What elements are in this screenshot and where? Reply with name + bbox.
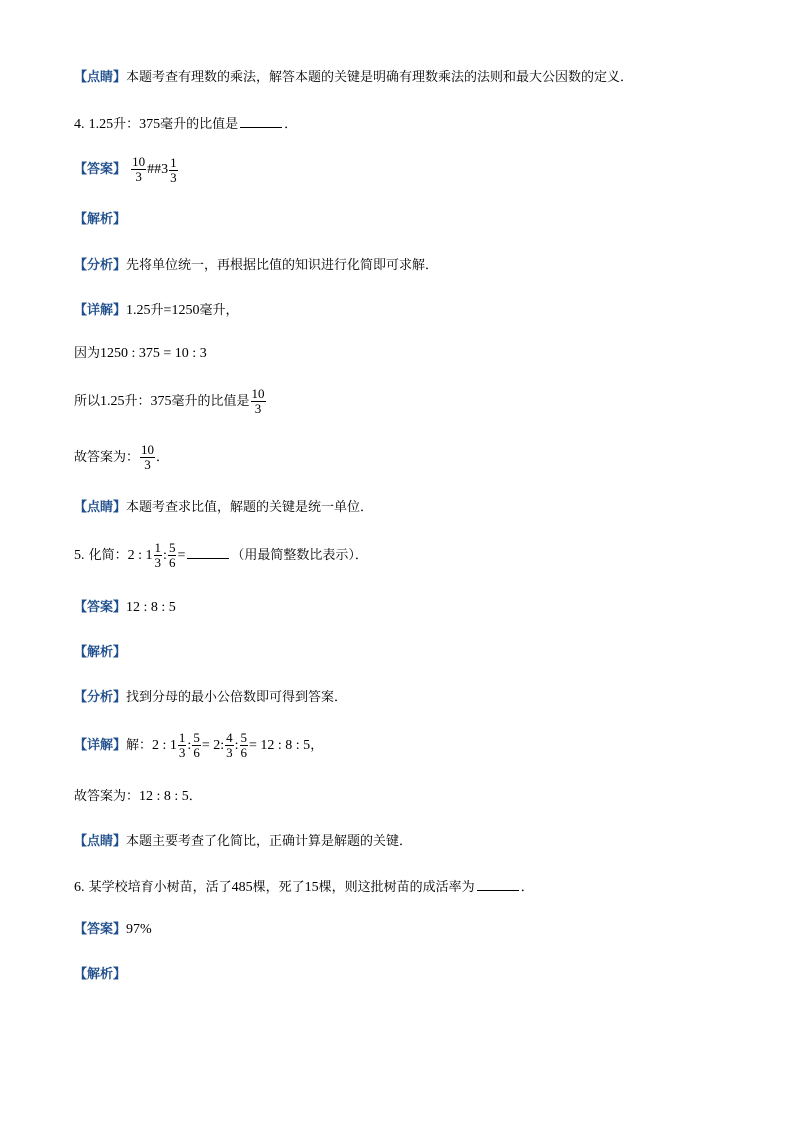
math-text: 2 : 1 (152, 738, 177, 753)
denominator: 6 (168, 555, 176, 570)
math-text: = 2: (201, 738, 225, 753)
denominator: 6 (193, 745, 200, 760)
dianjing-label: 【点睛】 (74, 500, 127, 515)
fraction (131, 155, 146, 184)
answer-label: 【答案】 (74, 922, 127, 937)
value-text: 1.25 (88, 117, 114, 132)
xiangjie-4 (74, 303, 238, 319)
text: 棵，则这批树苗的成活率为 (318, 880, 475, 895)
numerator: 1 (178, 730, 186, 745)
mixed-number (161, 152, 179, 188)
text: 因为 (74, 346, 101, 361)
question-number: 5. (74, 548, 85, 563)
fenxi-label: 【分析】 (74, 690, 127, 705)
punctuation: ． (520, 880, 534, 895)
fraction (225, 731, 234, 760)
fraction (240, 731, 249, 760)
xiangjie-5 (74, 728, 323, 764)
question-6 (74, 878, 534, 896)
answer-blank (477, 878, 519, 891)
answer-5 (74, 600, 176, 616)
numerator: 5 (168, 540, 176, 555)
answer-blank (187, 546, 229, 559)
dianjing-text: 本题主要考查了化简比，正确计算是解题的关键． (126, 834, 413, 849)
denominator: 3 (178, 745, 186, 760)
text: 故答案为： (74, 789, 140, 804)
numerator: 5 (193, 730, 200, 745)
math-text: 12 : 8 : 5 (139, 789, 189, 804)
value-text: 1.25 (100, 394, 125, 409)
answer-label: 【答案】 (74, 600, 127, 615)
math-expression: 1250 : 375 = 10 : 3 (100, 346, 207, 361)
text: 化简： (88, 548, 128, 563)
text: 棵，死了 (252, 880, 305, 895)
jiexi-label: 【解析】 (74, 645, 127, 660)
denominator: 3 (226, 745, 233, 760)
text: 毫升的比值是 (171, 394, 250, 409)
fenxi-label: 【分析】 (74, 258, 127, 273)
text: 所以 (74, 394, 101, 409)
punctuation: ， (310, 738, 324, 753)
jiexi-6 (74, 967, 126, 983)
punctuation: ． (156, 450, 170, 465)
xiangjie-label: 【详解】 (74, 303, 127, 318)
text: （用最简整数比表示）． (231, 548, 368, 563)
question-number: 4. (74, 117, 85, 132)
numerator: 5 (240, 730, 247, 745)
yinwei-4 (74, 346, 207, 362)
value-text: 485 (231, 880, 253, 895)
answer-4 (74, 152, 179, 188)
numerator: 10 (141, 442, 155, 457)
value-text: 1250 (171, 303, 200, 318)
value-text: 375 (139, 117, 161, 132)
fenxi-5 (74, 690, 347, 706)
dianjing-text: 本题考查求比值，解题的关键是统一单位． (126, 500, 374, 515)
answer-blank (240, 115, 282, 128)
question-text: 毫升的比值是 (160, 117, 239, 132)
fraction (251, 387, 266, 416)
fenxi-text: 先将单位统一，再根据比值的知识进行化简即可求解． (126, 258, 439, 273)
jiexi-4 (74, 212, 126, 228)
unit-text: 毫升， (199, 303, 239, 318)
denominator: 3 (154, 555, 162, 570)
text: 解： (126, 738, 153, 753)
punctuation: ． (284, 117, 298, 132)
colon: : (163, 548, 167, 563)
numerator: 10 (132, 154, 146, 169)
fenxi-text: 找到分母的最小公倍数即可得到答案． (126, 690, 348, 705)
suoyi-4 (74, 384, 267, 420)
denominator: 3 (170, 169, 177, 185)
text: 故答案为： (74, 450, 140, 465)
text: 某学校培育小树苗，活了 (88, 880, 232, 895)
answer-value: 97% (126, 922, 152, 937)
fraction (154, 541, 163, 570)
dianjing-label: 【点睛】 (74, 834, 127, 849)
fraction (168, 541, 177, 570)
dianjing-label: 【点睛】 (74, 70, 127, 85)
dianjing-text: 本题考查有理数的乘法，解答本题的关键是明确有理数乘法的法则和最大公因数的定义． (126, 70, 634, 85)
fraction (140, 443, 155, 472)
unit-text: 升： (113, 117, 140, 132)
gudaan-4 (74, 440, 169, 476)
jiexi-label: 【解析】 (74, 212, 127, 227)
fraction (169, 156, 178, 185)
math-text: = 12 : 8 : 5 (249, 738, 311, 753)
question-number: 6. (74, 880, 85, 895)
value-text: 15 (304, 880, 319, 895)
unit-text: 升： (124, 394, 151, 409)
denominator: 3 (144, 457, 151, 472)
whole-part: 3 (161, 162, 169, 177)
denominator: 6 (240, 745, 247, 760)
xiangjie-label: 【详解】 (74, 738, 127, 753)
fenxi-4 (74, 258, 438, 274)
answer-6 (74, 922, 152, 938)
value-text: 1.25 (126, 303, 151, 318)
numerator: 1 (170, 154, 177, 170)
separator: ## (147, 162, 162, 177)
denominator: 3 (254, 401, 262, 416)
numerator: 10 (251, 386, 265, 401)
unit-text: 升 (150, 303, 164, 318)
numerator: 4 (226, 730, 233, 745)
value-text: 375 (150, 394, 172, 409)
dianjing-line-1 (74, 70, 633, 86)
question-4 (74, 115, 297, 133)
fraction (178, 731, 187, 760)
answer-label: 【答案】 (74, 162, 127, 177)
gudaan-5 (74, 789, 202, 805)
numerator: 1 (154, 540, 162, 555)
denominator: 3 (135, 169, 142, 184)
dianjing-5 (74, 834, 412, 850)
jiexi-label: 【解析】 (74, 967, 127, 982)
colon: : (234, 738, 239, 753)
equals: = (177, 548, 186, 563)
colon: : (187, 738, 192, 753)
answer-value: 12 : 8 : 5 (126, 600, 176, 615)
dianjing-4 (74, 500, 373, 516)
equals: = (163, 303, 172, 318)
jiexi-5 (74, 645, 126, 661)
fraction (192, 731, 201, 760)
question-5 (74, 538, 368, 574)
math-text: 2 : 1 (127, 548, 153, 563)
punctuation: ． (188, 789, 202, 804)
